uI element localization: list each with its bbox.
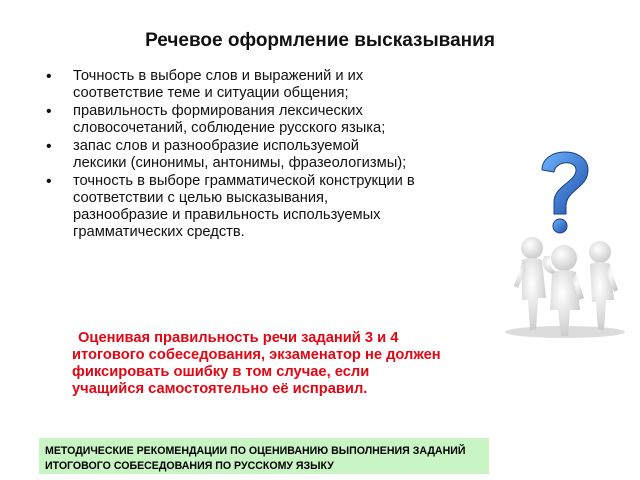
examiner-note bbox=[72, 330, 444, 398]
slide-title: Речевое оформление высказывания bbox=[145, 30, 495, 51]
criteria-list bbox=[46, 68, 416, 242]
thinking-people-question-mark-icon bbox=[500, 140, 630, 340]
note-text: Оценивая правильность речи заданий 3 и 4 итогового собеседования, экзаменатор не должен фиксировать ошибку в том случае, если учащийся самостоятельно её исправил. bbox=[72, 330, 441, 397]
list-item: • точность в выборе грамматической конструкции в соответствии с целью высказывания, разнообразие и правильность используемых грамматических средств. bbox=[46, 173, 416, 241]
list-item: • запас слов и разнообразие используемой лексики (синонимы, антонимы, фразеологизмы); bbox=[46, 138, 416, 172]
list-item: • правильность формирования лексических словосочетаний, соблюдение русского языка; bbox=[46, 103, 416, 137]
list-item: • Точность в выборе слов и выражений и их соответствие теме и ситуации общения; bbox=[46, 68, 416, 102]
footer-banner: МЕТОДИЧЕСКИЕ РЕКОМЕНДАЦИИ ПО ОЦЕНИВАНИЮ ВЫПОЛНЕНИЯ ЗАДАНИЙ ИТОГОВОГО СОБЕСЕДОВАНИЯ ПО РУССКОМУ ЯЗЫКУ bbox=[39, 438, 489, 474]
